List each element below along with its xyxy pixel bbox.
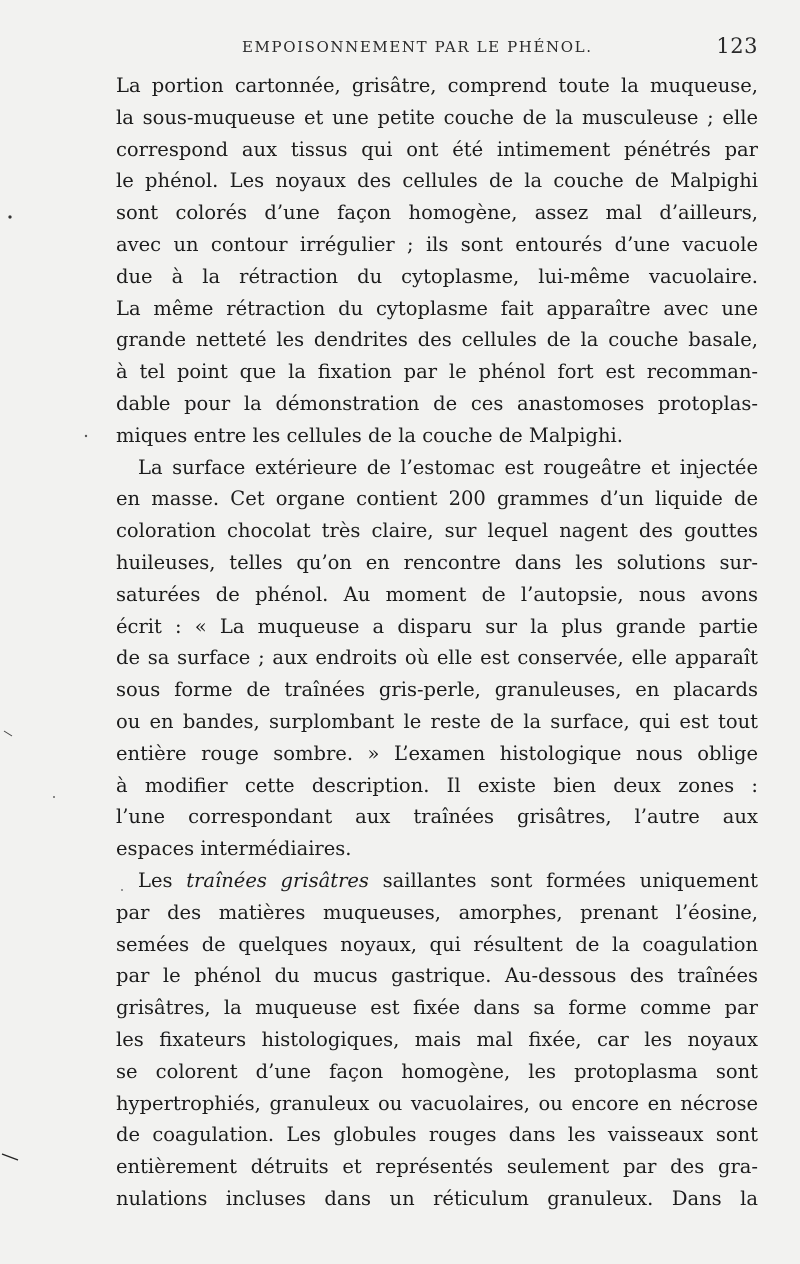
- text-line: grisâtres, la muqueuse est fixée dans sa forme comme par: [116, 996, 758, 1020]
- text-line: La même rétraction du cytoplasme fait apparaître avec une: [116, 296, 758, 320]
- text-line: semées de quelques noyaux, qui résultent de la coagulation: [116, 932, 758, 956]
- text-line: écrit : « La muqueuse a disparu sur la plus grande partie: [116, 614, 758, 638]
- text-line: avec un contour irrégulier ; ils sont entourés d’une vacuole: [116, 232, 758, 256]
- speck: [8, 215, 11, 218]
- text-line: espaces intermédiaires.: [116, 837, 352, 861]
- text-line: La portion cartonnée, grisâtre, comprend toute la muqueuse,: [116, 74, 758, 97]
- text-line: de coagulation. Les globules rouges dans les vaisseaux sont: [116, 1123, 758, 1147]
- text-line: sous forme de traînées gris-perle, granuleuses, en placards: [116, 678, 758, 702]
- speck: [53, 796, 55, 798]
- text-line: la sous-muqueuse et une petite couche de la musculeuse ; elle: [116, 105, 758, 129]
- text-line: à modifier cette description. Il existe bien deux zones :: [116, 773, 758, 797]
- edge-mark: [2, 1154, 18, 1160]
- running-head: EMPOISONNEMENT PAR LE PHÉNOL.: [242, 38, 593, 56]
- page-number: 123: [716, 34, 758, 58]
- text-line-first: [116, 865, 758, 897]
- text-line: de sa surface ; aux endroits où elle est conservée, elle apparaît: [116, 646, 758, 670]
- edge-mark: [4, 731, 12, 736]
- text-line: le phénol. Les noyaux des cellules de la couche de Malpighi: [116, 169, 758, 193]
- text-line: l’une correspondant aux traînées grisâtres, l’autre aux: [116, 805, 758, 829]
- text-line: coloration chocolat très claire, sur lequel nagent des gouttes: [116, 519, 758, 543]
- text-line: entièrement détruits et représentés seulement par des gra-: [116, 1155, 758, 1179]
- text-line: entière rouge sombre. » L’examen histologique nous oblige: [116, 741, 758, 765]
- text-line: sont colorés d’une façon homogène, assez mal d’ailleurs,: [116, 201, 758, 225]
- text-line: par le phénol du mucus gastrique. Au-dessous des traînées: [116, 964, 758, 988]
- text-line: à tel point que la fixation par le phénol fort est recomman-: [116, 360, 758, 384]
- body-text: [116, 70, 758, 1215]
- text-line: dable pour la démonstration de ces anastomoses protoplas-: [116, 391, 758, 415]
- text-line: nulations incluses dans un réticulum granuleux. Dans la: [116, 1186, 758, 1210]
- text-fragment: saillantes sont formées uniquement: [368, 868, 758, 892]
- text-line: se colorent d’une façon homogène, les protoplasma sont: [116, 1059, 758, 1083]
- speck: [85, 435, 87, 437]
- text-line: miques entre les cellules de la couche de Malpighi.: [116, 423, 623, 447]
- text-line: les fixateurs histologiques, mais mal fixée, car les noyaux: [116, 1027, 758, 1051]
- text-line: grande netteté les dendrites des cellules de la couche basale,: [116, 328, 758, 352]
- text-line: saturées de phénol. Au moment de l’autopsie, nous avons: [116, 582, 758, 606]
- text-line: La surface extérieure de l’estomac est rougeâtre et injectée: [138, 455, 758, 479]
- page-header: [116, 34, 758, 62]
- text-line: correspond aux tissus qui ont été intimement pénétrés par: [116, 137, 758, 161]
- text-line: ou en bandes, surplombant le reste de la surface, qui est tout: [116, 709, 758, 733]
- text-line: due à la rétraction du cytoplasme, lui-même vacuolaire.: [116, 264, 758, 288]
- text-line: huileuses, telles qu’on en rencontre dans les solutions sur-: [116, 550, 758, 574]
- text-line: par des matières muqueuses, amorphes, prenant l’éosine,: [116, 900, 758, 924]
- text-line: en masse. Cet organe contient 200 grammes d’un liquide de: [116, 487, 758, 511]
- text-line: hypertrophiés, granuleux ou vacuolaires, ou encore en nécrose: [116, 1091, 758, 1115]
- text-fragment: Les: [138, 868, 187, 892]
- italic-term: traînées grisâtres: [186, 868, 369, 892]
